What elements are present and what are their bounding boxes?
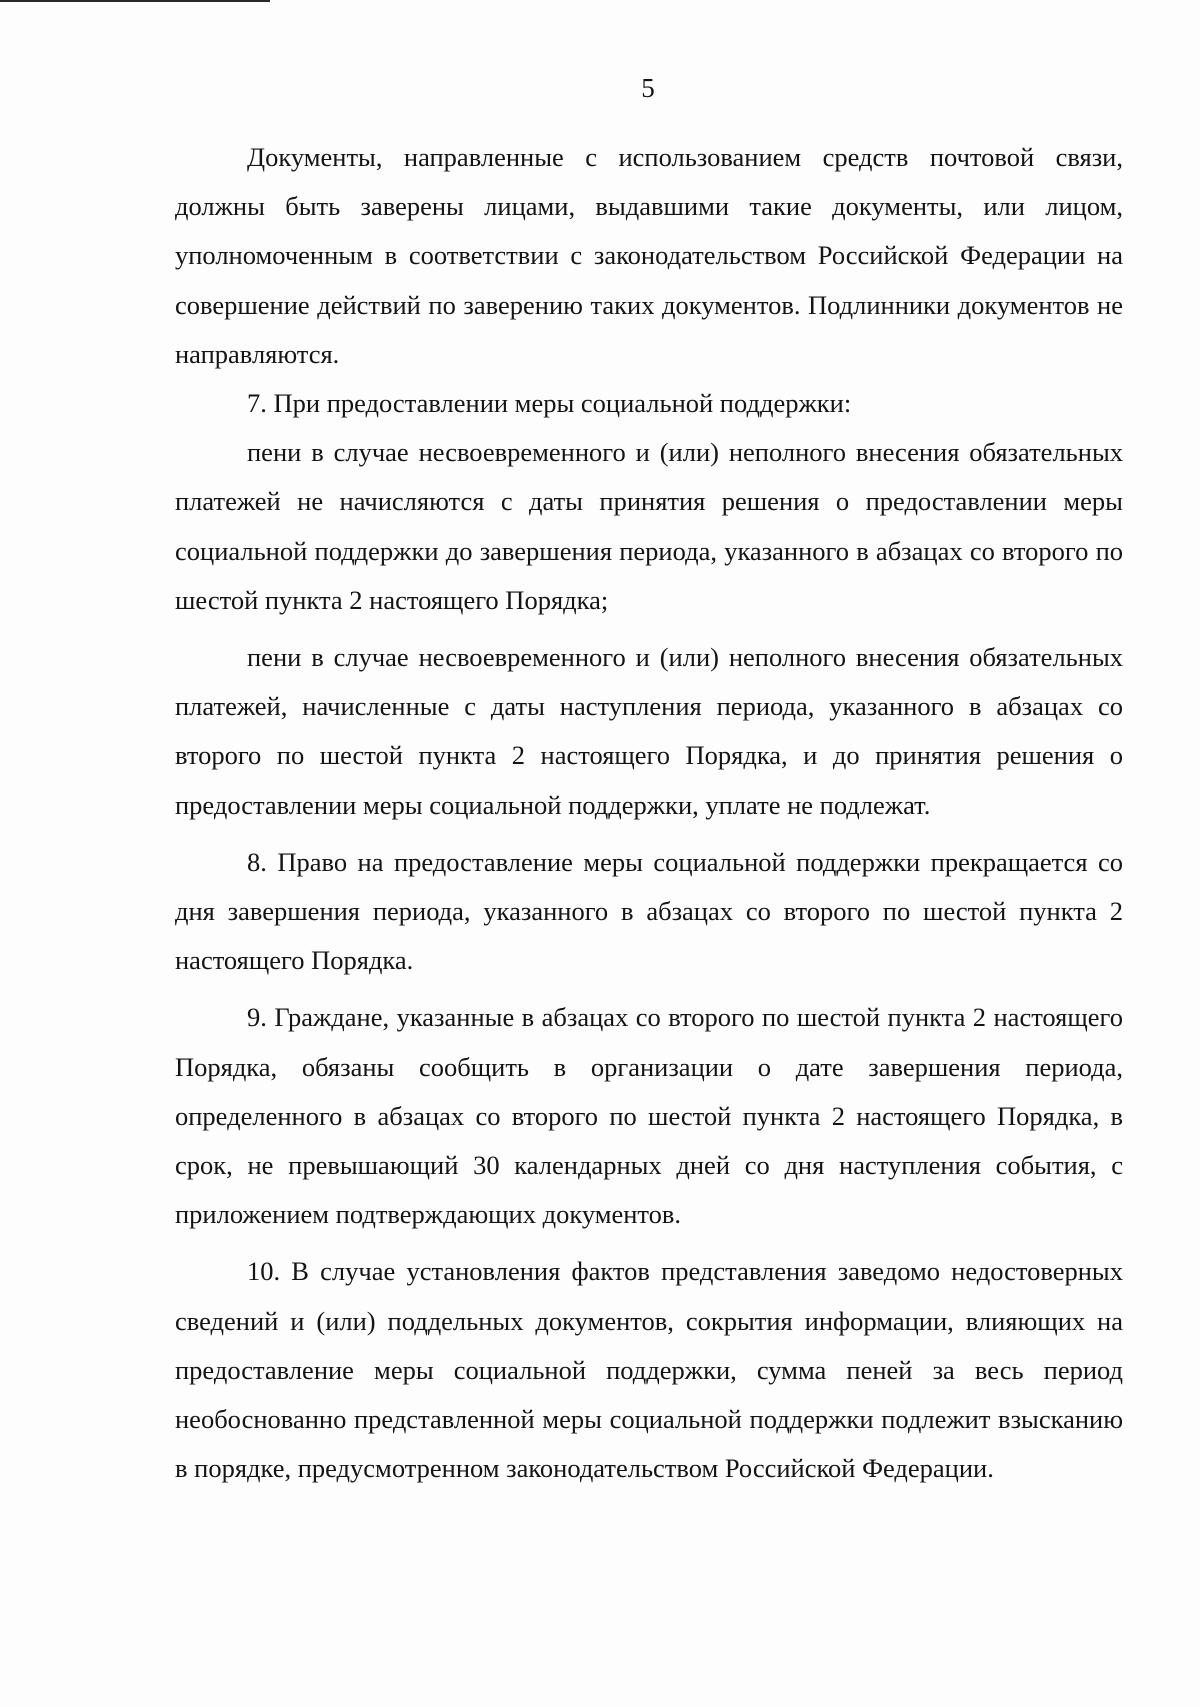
paragraph-item-7: 7. При предоставлении меры социальной поддержки: <box>247 388 852 419</box>
paragraph-penalties-not-charged: пени в случае несвоевременного и (или) неполного внесения обязательных платежей не начисляются с даты принятия решения о предоставлении меры социальной поддержки до завершения периода, указанного в абзацах со второго по шестой пункта 2 настоящего Порядка; <box>175 437 1123 615</box>
page-number: 5 <box>641 73 655 103</box>
scan-edge-line <box>0 0 270 2</box>
paragraph-item-8: 8. Право на предоставление меры социальной поддержки прекращается со дня завершения периода, указанного в абзацах со второго по шестой пункта 2 настоящего Порядка. <box>175 846 1123 976</box>
paragraph-penalties-not-payable: пени в случае несвоевременного и (или) неполного внесения обязательных платежей, начисленные с даты наступления периода, указанного в абзацах со второго по шестой пункта 2 настоящего Порядка, и до принятия решения о предоставлении меры социальной поддержки, уплате не подлежат. <box>175 642 1123 820</box>
paragraph-item-10: 10. В случае установления фактов представления заведомо недостоверных сведений и (или) поддельных документов, сокрытия информации, влияющих на предоставление меры социальной поддержки, сумма пеней за весь период необоснованно представленной меры социальной поддержки подлежит взысканию в порядке, предусмотренном законодательством Российской Федерации. <box>175 1256 1123 1484</box>
paragraph-item-9: 9. Граждане, указанные в абзацах со второго по шестой пункта 2 настоящего Порядка, обязаны сообщить в организации о дате завершения периода, определенного в абзацах со второго по шестой пункта 2 настоящего Порядка, в срок, не превышающий 30 календарных дней со дня наступления события, с приложением подтверждающих документов. <box>175 1002 1123 1230</box>
paragraph-documents-by-mail: Документы, направленные с использованием средств почтовой связи, должны быть заверены лицами, выдавшими такие документы, или лицом, уполномоченным в соответствии с законодательством Российской Федерации на совершение действий по заверению таких документов. Подлинники документов не направляются. <box>175 142 1123 369</box>
document-body <box>175 133 1123 1493</box>
